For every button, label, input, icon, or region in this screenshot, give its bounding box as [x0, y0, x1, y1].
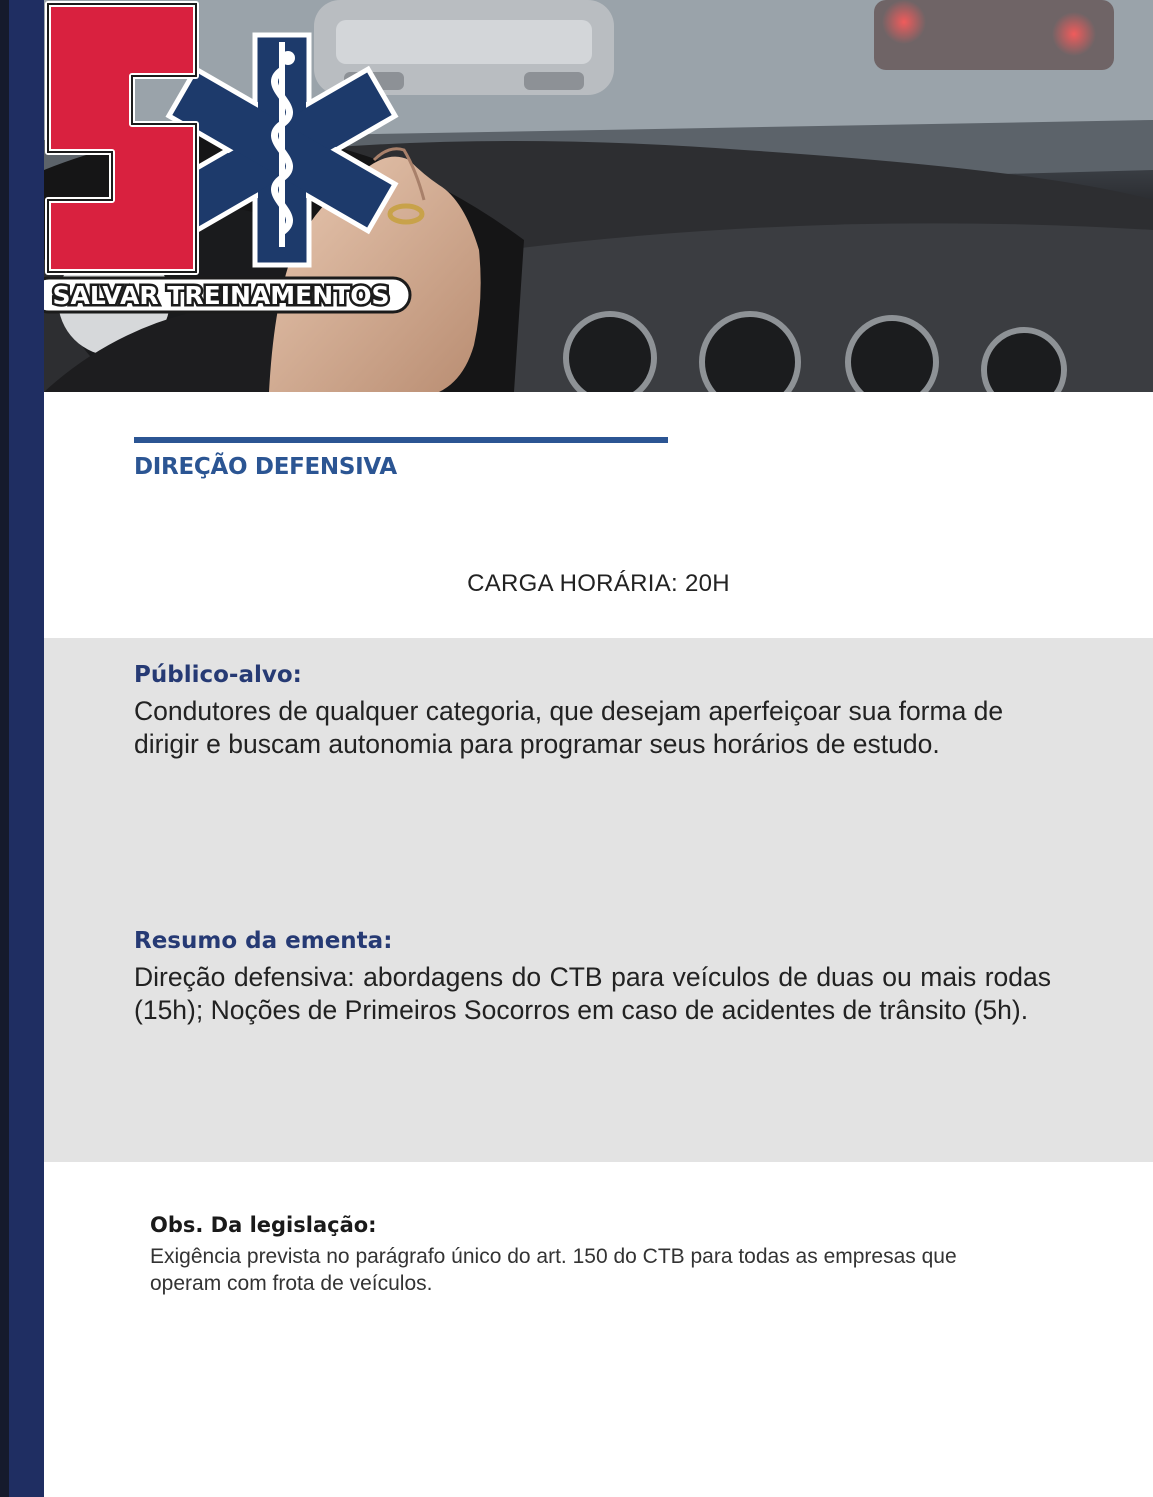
brand-name: SALVAR TREINAMENTOS [52, 281, 390, 310]
s-letter-icon [48, 4, 196, 272]
star-of-life-icon [169, 35, 395, 265]
summary-label: Resumo da ementa: [134, 928, 393, 954]
left-accent-bar [0, 0, 44, 1497]
audience-text: Condutores de qualquer categoria, que desejam aperfeiçoar sua forma de dirigir e buscam autonomia para programar seus horários de estudo. [134, 696, 1004, 759]
hero-photo [44, 0, 1153, 392]
salvar-logo [44, 0, 426, 318]
workload-text: CARGA HORÁRIA: 20H [467, 570, 730, 597]
legislation-text: Exigência prevista no parágrafo único do art. 150 do CTB para todas as empresas que operam com frota de veículos. [150, 1245, 957, 1295]
audience-label: Público-alvo: [134, 662, 302, 688]
legislation-label: Obs. Da legislação: [150, 1213, 377, 1237]
course-title: DIREÇÃO DEFENSIVA [134, 454, 397, 480]
summary-text: Direção defensiva: abordagens do CTB para veículos de duas ou mais rodas (15h); Noções de Primeiros Socorros em caso de acidentes de trânsito (5h). [134, 962, 1051, 1025]
title-rule [134, 437, 668, 443]
